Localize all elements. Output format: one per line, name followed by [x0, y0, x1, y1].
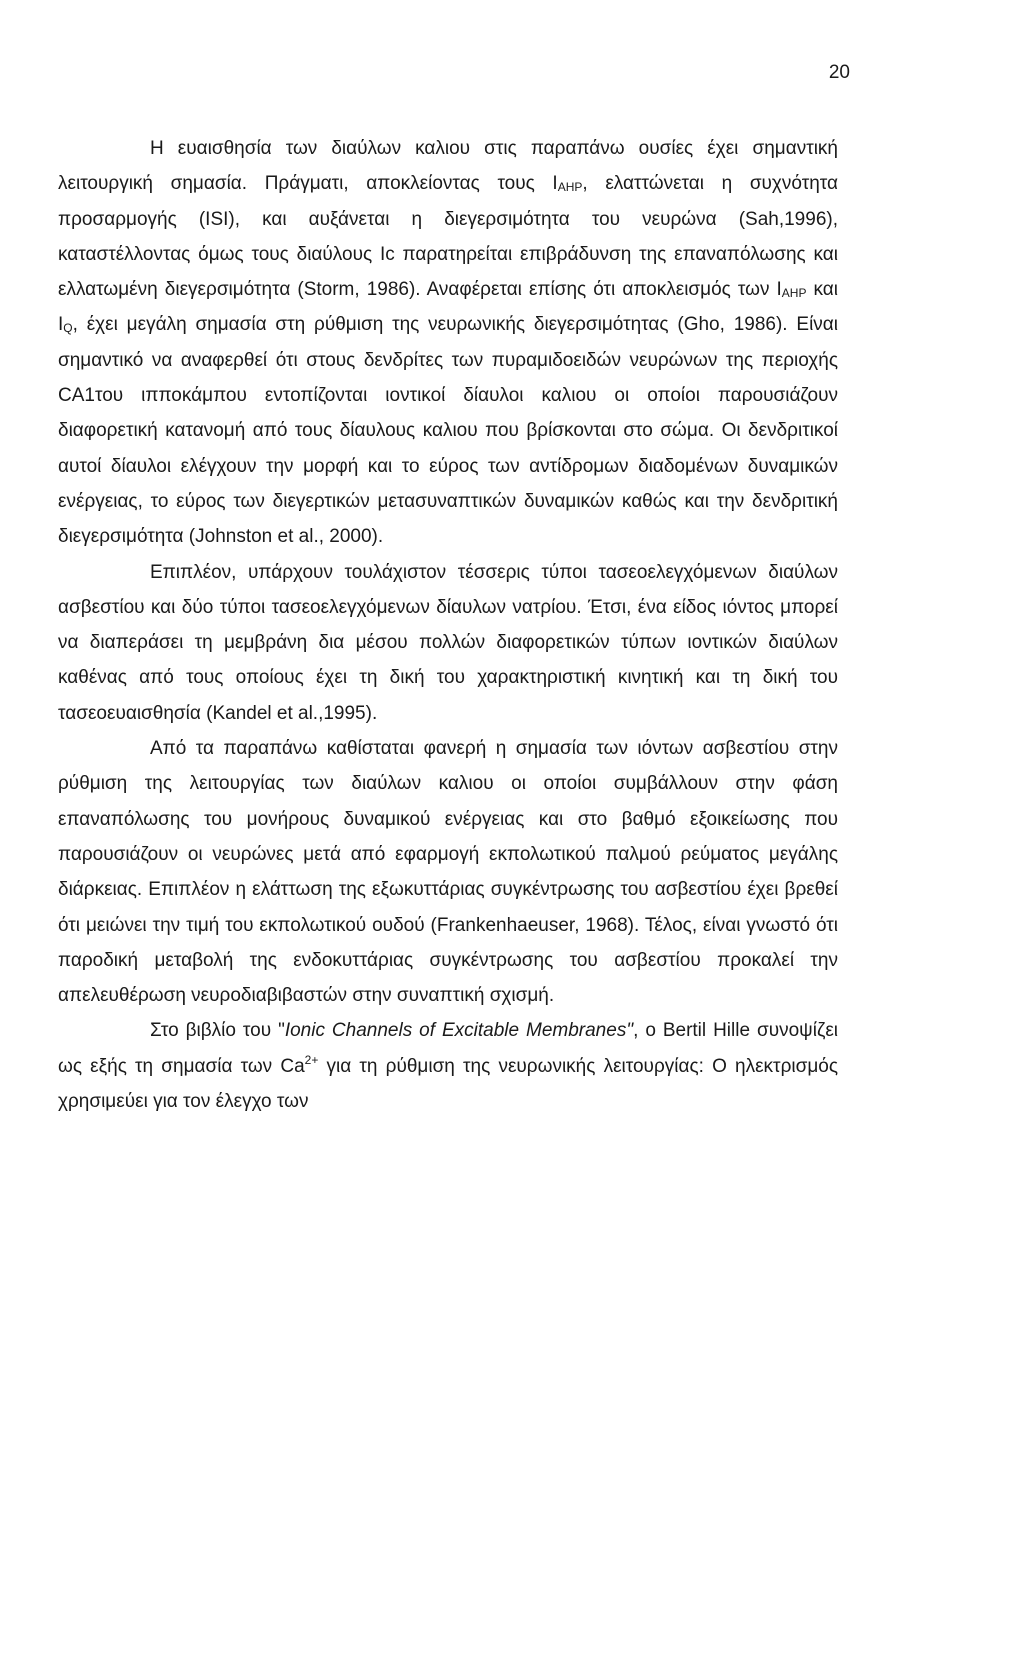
paragraph-4-text-2: , o Bertil Hille συνοψίζει ως εξής τη σημασία των Ca: [58, 1020, 839, 1077]
subscript-ahp: AHP: [781, 286, 807, 301]
paragraph-2: Επιπλέον, υπάρχουν τουλάχιστον τέσσερις τύποι τασεοελεγχόμενων διαύλων ασβεστίου και δύο τύποι τασεοελεγχόμενων δίαυλων νατρίου. Έτσι, ένα είδος ιόντος μπορεί να διαπεράσει τη μεμβράνη δια μέσου πολλών διαφορετικών τύπων ιοντικών διαύλων καθένας από τους οποίους έχει τη δική του χαρακτηριστική κινητική και τη δική του τασεοευαισθησία (Kandel et al.,1995).: [58, 561, 838, 724]
paragraph-4-text-1: Στο βιβλίο του ": [150, 1020, 285, 1042]
subscript-ahp: AHP: [557, 180, 583, 195]
subscript-q: Q: [63, 321, 73, 336]
document-body: [58, 131, 838, 1119]
paragraph-3: Από τα παραπάνω καθίσταται φανερή η σημασία των ιόντων ασβεστίου στην ρύθμιση της λειτουργίας των διαύλων καλιου οι οποίοι συμβάλλουν στην φάση επαναπόλωσης του μονήρους δυναμικού ενέργειας και στο βαθμό εξοικείωσης που παρουσιάζουν οι νευρώνες μετά από εφαρμογή εκπολωτικού παλμού ρεύματος μεγάλης διάρκειας. Επιπλέον η ελάττωση της εξωκυττάριας συγκέντρωσης του ασβεστίου έχει βρεθεί ότι μειώνει την τιμή του εκπολωτικού ουδού (Frankenhaeuser, 1968). Τέλος, είναι γνωστό ότι παροδική μεταβολή της ενδοκυττάριας συγκέντρωσης του ασβεστίου προκαλεί την απελευθέρωση νευροδιαβιβαστών στην συναπτική σχισμή.: [58, 738, 838, 1007]
paragraph-1-text-3: και I: [58, 279, 838, 336]
paragraph-4: [58, 1013, 838, 1119]
paragraph-4-text-3: για τη ρύθμιση της νευρωνικής λειτουργίας: Ο ηλεκτρισμός χρησιμεύει για τον έλεγχο των: [58, 1055, 838, 1113]
book-title: Ionic Channels of Excitable Membranes": [284, 1020, 634, 1042]
paragraph-1-text-1: Η ευαισθησία των διαύλων καλιου στις παραπάνω ουσίες έχει σημαντική λειτουργική σημασία. Πράγματι, αποκλείοντας τους I: [58, 138, 838, 195]
paragraph-1-text-2: , ελαττώνεται η συχνότητα προσαρμογής (ISI), και αυξάνεται η διεγερσιμότητα του νευρώνα (Sah,1996), καταστέλλοντας όμως τους διαύλους Ic παρατηρείται επιβράδυνση της επαναπόλωσης και ελλατωμένη διεγερσιμότητα (Storm, 1986). Αναφέρεται επίσης ότι αποκλεισμός των I: [58, 173, 838, 301]
paragraph-1-text-4: , έχει μεγάλη σημασία στη ρύθμιση της νευρωνικής διεγερσιμότητας (Gho, 1986). Είναι σημαντικό να αναφερθεί ότι στους δενδρίτες των πυραμιδοειδών νευρώνων της περιοχής CA1του ιπποκάμπου εντοπίζονται ιοντικοί δίαυλοι καλιου οι οποίοι παρουσιάζουν διαφορετική κατανομή από τους δίαυλους καλιου που βρίσκονται στο σώμα. Οι δενδριτικοί αυτοί δίαυλοι ελέγχουν την μορφή και το εύρος των αντίδρομων διαδομένων δυναμικών ενέργειας, το εύρος των διεγερτικών μετασυναπτικών δυναμικών καθώς και την δενδριτική διεγερσιμότητα (Johnston et al., 2000).: [58, 314, 838, 548]
paragraph-1: [58, 131, 838, 555]
page-number: 20: [828, 62, 850, 83]
superscript-charge: 2+: [304, 1052, 319, 1067]
